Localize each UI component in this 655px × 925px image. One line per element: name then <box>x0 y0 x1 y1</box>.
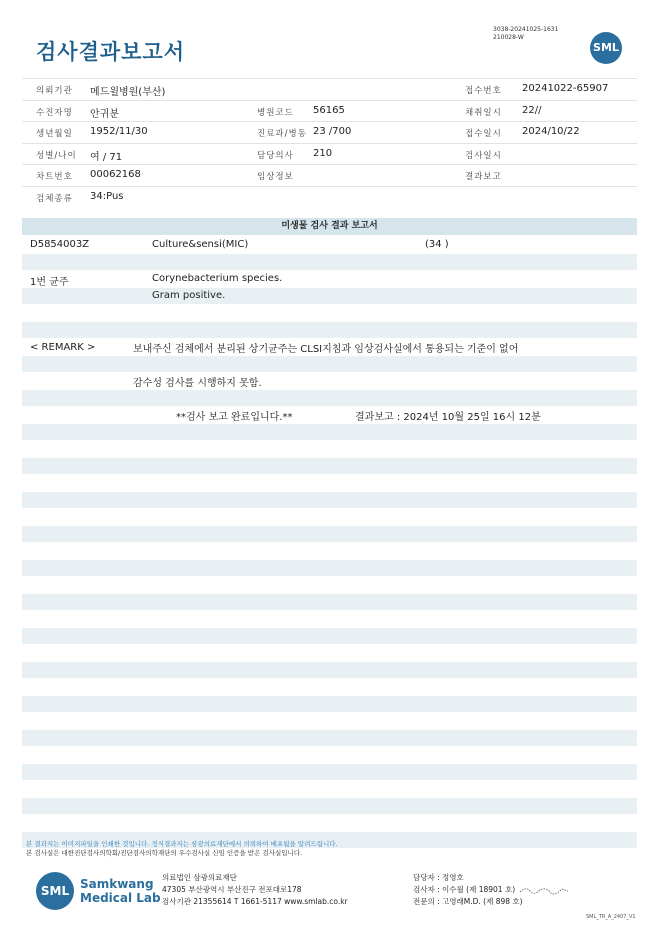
label-chart-number: 차트번호 <box>36 172 73 182</box>
label-patient-name: 수진자명 <box>36 107 73 118</box>
remark-line-1: 보내주신 검체에서 분리된 상기균주는 CLSI지침과 임상검사실에서 통용되는 기준이 없어 <box>133 344 519 355</box>
stripe-row <box>22 424 637 440</box>
organism-name: Corynebacterium species. <box>152 273 283 284</box>
test-number: (34 ) <box>425 239 449 250</box>
info-row <box>22 144 637 166</box>
stripe-row <box>22 526 637 542</box>
remark-line-2: 감수성 검사를 시행하지 못함. <box>133 378 262 389</box>
label-result-report: 결과보고 <box>465 172 502 182</box>
footer-sml-logo: SML <box>36 872 74 910</box>
value-patient-name: 안귀분 <box>90 108 119 120</box>
test-code: D5854003Z <box>30 239 90 250</box>
stripe-row <box>22 696 637 712</box>
stripe-row <box>22 730 637 746</box>
notice-line-2: 본 검사실은 대한진단검사의학회/진단검사의학재단의 우수검사실 신임 인증을 받은 검사실입니다. <box>26 849 303 857</box>
stripe-row <box>22 492 637 508</box>
label-clinical-info: 임상정보 <box>257 172 294 182</box>
notice-text <box>26 840 338 858</box>
value-chart-number: 00062168 <box>90 169 141 180</box>
form-code: SML_TR_A_2407_V1 <box>586 914 636 920</box>
staff-specialist: 전문의 : 고영래M.D. (제 898 호) <box>413 897 523 906</box>
page-title: 검사결과보고서 <box>36 40 186 64</box>
stripe-row <box>22 322 637 338</box>
completion-message: **검사 보고 완료입니다.** <box>176 412 293 423</box>
stripe-row <box>22 594 637 610</box>
report-section-title: 미생물 검사 결과 보고서 <box>22 218 637 235</box>
org-contact: 검사기관 21355614 T 1661-5117 www.smlab.co.kr <box>162 897 348 906</box>
stripe-row <box>22 764 637 780</box>
stripe-row <box>22 288 637 304</box>
value-collection-date: 22// <box>522 104 542 116</box>
info-row <box>22 78 637 101</box>
stripe-row <box>22 798 637 814</box>
value-hospital-code: 56165 <box>313 104 345 116</box>
isolate-label: 1번 균주 <box>30 277 69 288</box>
report-time: 결과보고 : 2024년 10월 25일 16시 12분 <box>355 412 541 423</box>
stripe-row <box>22 254 637 270</box>
signature-icon <box>518 885 570 895</box>
value-receipt-number: 20241022-65907 <box>522 83 609 94</box>
label-doctor: 담당의사 <box>257 150 294 161</box>
value-specimen-type: 34:Pus <box>90 190 124 202</box>
document-code <box>493 26 558 42</box>
label-receipt-date: 접수일시 <box>465 129 502 139</box>
label-sex-age: 성별/나이 <box>36 150 77 161</box>
stripe-row <box>22 390 637 406</box>
patient-info-table <box>22 78 637 207</box>
label-receipt-number: 접수번호 <box>465 86 502 96</box>
info-row <box>22 187 637 208</box>
label-requesting-institution: 의뢰기관 <box>36 86 73 96</box>
label-specimen-type: 검체종류 <box>36 193 73 204</box>
label-department-ward: 진료과/병동 <box>257 129 307 139</box>
footer-org-info <box>162 872 348 908</box>
stripe-row <box>22 356 637 372</box>
brand-line-2: Medical Lab <box>80 891 161 905</box>
label-birth-date: 생년월일 <box>36 129 73 139</box>
value-department-ward: 23 /700 <box>313 126 352 137</box>
value-doctor: 210 <box>313 147 333 159</box>
value-birth-date: 1952/11/30 <box>90 126 148 137</box>
staff-manager: 담당자 : 정영호 <box>413 873 464 882</box>
stripe-row <box>22 560 637 576</box>
gram-stain: Gram positive. <box>152 290 226 301</box>
info-row <box>22 101 637 123</box>
label-test-date: 검사일시 <box>465 150 502 161</box>
stripe-row <box>22 628 637 644</box>
staff-tester: 검사자 : 이수월 (제 18901 호) <box>413 885 516 894</box>
notice-line-1: 본 결과지는 이미지파일을 인쇄한 것입니다. 정식결과지는 삼광의료재단에서 의뢰하여 배포됨을 알려드립니다. <box>26 840 338 848</box>
doc-code-1: 3038-20241025-1631 <box>493 26 559 33</box>
sml-logo: SML <box>590 32 622 64</box>
label-collection-date: 채취일시 <box>465 107 502 118</box>
doc-code-2: 210028-W <box>493 34 524 41</box>
test-name: Culture&sensi(MIC) <box>152 239 249 250</box>
org-address: 47305 부산광역시 부산진구 전포대로178 <box>162 885 302 894</box>
footer-brand <box>80 877 161 905</box>
label-hospital-code: 병원코드 <box>257 107 294 118</box>
org-name: 의료법인 삼광의료재단 <box>162 873 237 882</box>
info-row <box>22 122 637 144</box>
info-row <box>22 165 637 187</box>
remark-label: < REMARK > <box>30 342 96 353</box>
value-requesting-institution: 메드윌병원(부산) <box>90 87 166 98</box>
stripe-row <box>22 458 637 474</box>
value-sex-age: 여 / 71 <box>90 151 123 163</box>
footer-staff <box>413 872 570 908</box>
value-receipt-date: 2024/10/22 <box>522 126 580 137</box>
stripe-row <box>22 662 637 678</box>
brand-line-1: Samkwang <box>80 877 154 891</box>
